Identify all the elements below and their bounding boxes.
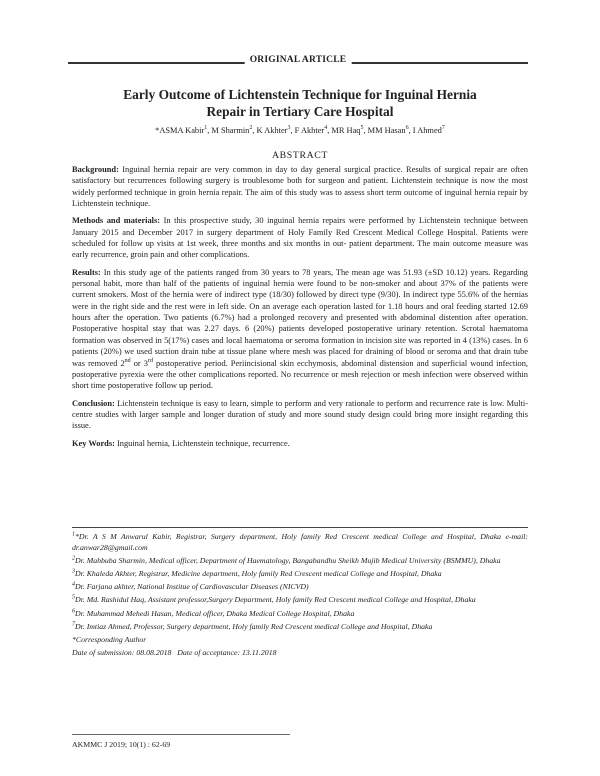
background-text: Inguinal hernia repair are very common in day to day general surgical practice. Results of surgical repair are often satisfactory but recurrences following surgery is troublesome both for surgeon and patient. Lichtenstein technique is now the most widely performed technique in groin hernia repair. The aim of this study was to assess short term outcome of inguinal hernia repair by Lichtenstein technique. (72, 165, 528, 209)
footnote-divider (72, 527, 528, 528)
submission-dates: Date of submission: 08.08.2018 Date of acceptance: 13.11.2018 (72, 648, 277, 658)
abstract-conclusion (72, 398, 528, 432)
footnote-number: 5 (72, 594, 75, 601)
keywords-text: Inguinal hernia, Lichtenstein technique, recurrence. (116, 438, 290, 448)
results-text: In this study age of the patients ranged from 30 years to 78 years, The mean age was 51.93 (±SD 10.12) years. Regarding personal habit, more than half of the patients of inguinal hernia were found to be non-smoker and about 37% of the patients were current smokers. Most of the hernia were of indirect type (18/30) followed by direct type (9/30). In indirect type 55.6% of the hernias were in the right side and the rest were in left side. On an average each operation lasted for 1.18 hours and oral feeding started 12.69 hours after the operation. Two patients (6.7%) had a prolonged recovery and presented with abdominal distention after operation. Postoperative hospital stay that was 2.27 days. 6 (20%) patients developed postoperative urinary retention. Scrotal haematoma formation was observed in 5(17%) cases and local haematoma or seroma formation in incision site was reported in 4 (13%) cases. In 6 patients (20%) we used suction drain tube at tissue plane where mesh was placed for draining of blood or seroma and that drain tube was removed 2 (72, 267, 528, 368)
abstract-heading: ABSTRACT (272, 150, 328, 161)
keywords (72, 438, 528, 449)
footnote-text: Dr. Farjana akhter, National Institue of Cardiovascular Diseases (NICVD) (75, 582, 309, 592)
title-line-1: Early Outcome of Lichtenstein Technique for Inguinal Hernia (123, 87, 477, 102)
author-affiliation: 1 (204, 125, 208, 132)
corresponding-author: *Corresponding Author (72, 634, 147, 644)
footnote-text: Dr. Imtiaz Ahmed, Professor, Surgery department, Holy family Red Crescent medical College and Hospital, Dhaka (75, 621, 433, 631)
article-type-banner (68, 56, 528, 70)
author: *ASMA Kabir (155, 126, 205, 135)
footnote-number: 3 (72, 568, 75, 575)
footnote (72, 622, 528, 633)
footnote-text: Dr. Muhammad Mehedi Hasan, Medical officer, Dhaka Medical College Hospital, Dhaka (75, 608, 355, 618)
keywords-label: Key Words: (72, 438, 115, 448)
results-label: Results: (72, 267, 101, 277)
abstract-results (72, 267, 528, 392)
author: F Akhter (294, 126, 325, 135)
author: I Ahmed (412, 126, 442, 135)
methods-text: In this prospective study, 30 inguinal hernia repairs were performed by Lichtenstein technique between January 2015 and December 2017 in surgery department of Holy Family Red Crescent Medical College Hospital. Patients were scheduled for follow up visits at 1st week, three months and six months in out- patient department. The main outcome measure was early recurrence, groin pain and other complications. (72, 216, 528, 260)
author: MR Haq (331, 126, 361, 135)
footnote (72, 582, 528, 593)
methods-label: Methods and materials: (72, 216, 161, 226)
footnote-text: *Dr. A S M Anwarul Kabir, Registrar, Surgery department, Holy family Red Crescent medical College and Hospital, Dhaka e-mail: dr.anwar28@gmail.com (72, 532, 528, 552)
footnote-number: 6 (72, 607, 75, 614)
author-affiliation: 4 (324, 125, 328, 132)
citation-divider (72, 734, 290, 735)
author: M Sharmin (211, 126, 250, 135)
paper-title (80, 86, 520, 120)
footnote-text: Dr. Mahbuba Sharmin, Medical officer, Department of Haematology, Bangabandhu Sheikh Mujib Medical University (BSMMU), Dhaka (75, 555, 501, 565)
author-affiliation: 3 (287, 125, 291, 132)
conclusion-text: Lichtenstein technique is easy to learn, simple to perform and very rationale to perform and recurrence rate is low. Multi-centre studies with larger sample and longer duration of study and more sound study design could bring more insight regarding this issue. (72, 398, 528, 431)
footnote-text: Dr. Md. Rashidul Haq, Assistant professor,Surgery Department, Holy family Red Crescent medical College and Hospital, Dhaka (75, 595, 476, 605)
abstract-methods (72, 215, 528, 260)
author-list: *ASMA Kabir$^1$, M Sharmin$^2$, K Akhter$^3$, F Akhter$^4$, MR Haq$^5$, MM Hasan$^6$, I Ahmed$^7$ (155, 125, 445, 135)
footnote (72, 532, 528, 553)
conclusion-label: Conclusion: (72, 398, 115, 408)
author-affiliation: 6 (405, 125, 409, 132)
results-sup: nd (124, 357, 131, 364)
results-text: postoperative period. Periincisional skin ecchymosis, abdominal distension and superficial wound infection, postoperative pyrexia were the other complications reported. No recurrence or mesh rejection or mesh infection were observed within short time postoperative follow up period. (72, 358, 528, 391)
footnote (72, 609, 528, 620)
author-affiliation: 7 (441, 125, 445, 132)
footnote (72, 569, 528, 580)
footnote (72, 556, 528, 567)
affiliation-footnotes (72, 532, 528, 661)
article-type-label: ORIGINAL ARTICLE (245, 55, 352, 65)
abstract-background (72, 164, 528, 209)
journal-citation: AKMMC J 2019; 10(1) : 62-69 (72, 740, 171, 749)
results-sup: rd (147, 357, 153, 364)
author: K Akhter (256, 126, 288, 135)
title-line-2: Repair in Tertiary Care Hospital (206, 104, 394, 119)
footnote-number: 1 (72, 531, 75, 538)
abstract-body (72, 164, 528, 455)
background-label: Background: (72, 165, 119, 174)
author: MM Hasan (367, 126, 406, 135)
footnote-number: 7 (72, 621, 75, 628)
author-affiliation: 5 (360, 125, 364, 132)
footnote-number: 4 (72, 581, 75, 588)
author-affiliation: 2 (249, 125, 253, 132)
footnote (72, 595, 528, 606)
footnote-number: 2 (72, 555, 75, 562)
footnote-text: Dr. Khaleda Akhter, Registrar, Medicine department, Holy family Red Crescent medical College and Hospital, Dhaka (75, 568, 442, 578)
results-text: or 3 (130, 358, 148, 368)
